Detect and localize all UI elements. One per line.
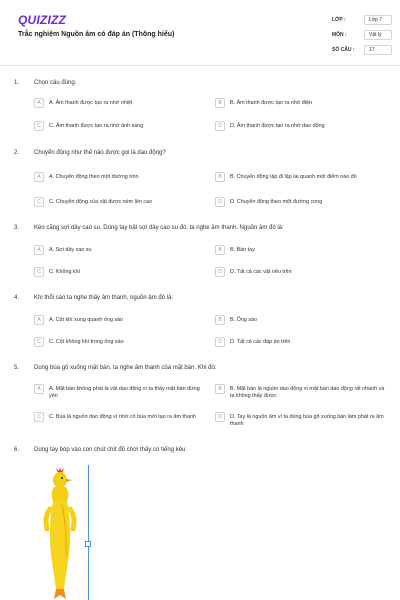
answer-letter-box: A bbox=[34, 245, 44, 255]
answer-letter-box: C bbox=[34, 412, 44, 422]
question-number: 4. bbox=[14, 295, 20, 301]
answer-letter-box: A bbox=[34, 98, 44, 108]
answer-letter-box: D bbox=[215, 197, 225, 207]
answer-text: C. Không khí bbox=[49, 268, 81, 275]
question-number: 6. bbox=[14, 447, 20, 453]
answer-text: D. Tay là nguồn âm vì ta dùng búa gõ xuống bàn làm phát ra âm thanh bbox=[230, 413, 384, 427]
question-number: 1. bbox=[14, 80, 20, 86]
answer-option[interactable] bbox=[215, 121, 390, 131]
answer-letter-box: B bbox=[215, 98, 225, 108]
answer-text: A. Cột khí xung quanh ống sáo bbox=[49, 316, 124, 323]
answer-text: A. Chuyển động theo một đường tròn bbox=[49, 173, 139, 180]
answer-option[interactable] bbox=[34, 245, 209, 255]
answer-option[interactable] bbox=[215, 267, 390, 277]
meta-count-label: SỐ CÂU : bbox=[332, 47, 355, 53]
question-text: Dùng búa gõ xuống mặt bàn, ta nghe âm thanh của mặt bàn. Khi đó: bbox=[34, 365, 217, 371]
answer-letter-box: D bbox=[215, 337, 225, 347]
question-text: Kéo căng sợi dây cao su. Dùng tay bật sợi dây cao su đó, ta nghe âm thanh. Nguồn âm đó là: bbox=[34, 225, 284, 231]
answer-text: C. Chuyển động của vật được ném lên cao bbox=[49, 198, 153, 205]
answer-letter-box: D bbox=[215, 412, 225, 422]
worksheet-header bbox=[0, 0, 400, 66]
answer-option[interactable] bbox=[215, 384, 390, 400]
answer-letter-box: A bbox=[34, 315, 44, 325]
answer-text: C. Cột không khí trong ống sáo bbox=[49, 338, 124, 345]
question-text: Chọn câu đúng: bbox=[34, 80, 77, 86]
meta-class-label: LỚP : bbox=[332, 17, 346, 23]
meta-count-value: 17 bbox=[364, 45, 392, 55]
worksheet-title: Trắc nghiệm Nguồn âm có đáp án (Thông hiểu) bbox=[18, 31, 175, 38]
question-text: Chuyển động như thế nào được gọi là dao động? bbox=[34, 150, 166, 156]
answer-letter-box: B bbox=[215, 172, 225, 182]
question-text: Khi thổi sáo ta nghe thấy âm thanh, nguồn âm đó là: bbox=[34, 295, 174, 301]
answer-letter-box: B bbox=[215, 384, 225, 394]
answer-letter-box: C bbox=[34, 267, 44, 277]
answer-option[interactable] bbox=[34, 98, 209, 108]
answer-letter-box: A bbox=[34, 384, 44, 394]
answer-option[interactable] bbox=[34, 267, 209, 277]
meta-subject-value: Vật lý bbox=[364, 30, 392, 40]
question-text: Dùng tay bóp vào con chút chít đồ chơi thấy có tiếng kêu bbox=[34, 447, 186, 453]
answer-text: B. Ống sáo bbox=[230, 316, 257, 323]
answer-option[interactable] bbox=[215, 172, 390, 182]
answer-option[interactable] bbox=[34, 337, 209, 347]
answer-option[interactable] bbox=[215, 337, 390, 347]
answer-text: C. Búa là nguồn dao động vì nhờ có búa mới tạo ra âm thanh bbox=[49, 413, 197, 420]
answer-option[interactable] bbox=[215, 197, 390, 207]
answer-letter-box: C bbox=[34, 197, 44, 207]
answer-text: D. Tất cả các vật nêu trên bbox=[230, 268, 292, 275]
answer-letter-box: D bbox=[215, 121, 225, 131]
answer-option[interactable] bbox=[34, 384, 209, 400]
crop-handle[interactable] bbox=[85, 541, 91, 547]
answer-text: B. Chuyển động lặp đi lặp lại quanh một điểm nào đó bbox=[230, 173, 357, 180]
answer-option[interactable] bbox=[215, 412, 390, 428]
answer-text: D. Tất cả các đáp án trên bbox=[230, 338, 291, 345]
answer-option[interactable] bbox=[215, 98, 390, 108]
rubber-chicken-image bbox=[40, 467, 80, 600]
answer-letter-box: A bbox=[34, 172, 44, 182]
meta-subject-label: MÔN : bbox=[332, 32, 347, 38]
answer-text: A. Mặt bàn không phải là vật dao động vì ta thấy mặt bàn đứng yên bbox=[49, 385, 200, 399]
answer-letter-box: B bbox=[215, 245, 225, 255]
answer-text: C. Âm thanh được tạo ra nhờ ánh sáng bbox=[49, 122, 144, 129]
answer-option[interactable] bbox=[215, 315, 390, 325]
question-number: 3. bbox=[14, 225, 20, 231]
answer-option[interactable] bbox=[34, 315, 209, 325]
answer-text: A. Âm thanh được tạo ra nhờ nhiệt bbox=[49, 99, 133, 106]
answer-option[interactable] bbox=[34, 197, 209, 207]
question-number: 5. bbox=[14, 365, 20, 371]
answer-text: B. Mặt bàn là nguồn dao động vì mặt bàn dao động rất nhanh và ta không thấy được bbox=[230, 385, 385, 399]
meta-class-value: Lớp 7 bbox=[364, 15, 392, 25]
answer-letter-box: C bbox=[34, 337, 44, 347]
answer-option[interactable] bbox=[34, 172, 209, 182]
answer-option[interactable] bbox=[215, 245, 390, 255]
quizizz-logo: QUIZIZZ bbox=[18, 13, 67, 27]
question-number: 2. bbox=[14, 150, 20, 156]
image-crop-guide bbox=[88, 465, 89, 600]
answer-letter-box: B bbox=[215, 315, 225, 325]
answer-text: D. Âm thanh được tạo ra nhờ dao động bbox=[230, 122, 325, 129]
answer-text: B. Âm thanh được tạo ra nhờ điện bbox=[230, 99, 312, 106]
answer-letter-box: D bbox=[215, 267, 225, 277]
answer-option[interactable] bbox=[34, 412, 209, 422]
answer-option[interactable] bbox=[34, 121, 209, 131]
answer-letter-box: C bbox=[34, 121, 44, 131]
answer-text: A. Sợi dây cao su bbox=[49, 246, 92, 253]
answer-text: D. Chuyển động theo một đường cong bbox=[230, 198, 323, 205]
answer-text: B. Bàn tay bbox=[230, 246, 255, 253]
